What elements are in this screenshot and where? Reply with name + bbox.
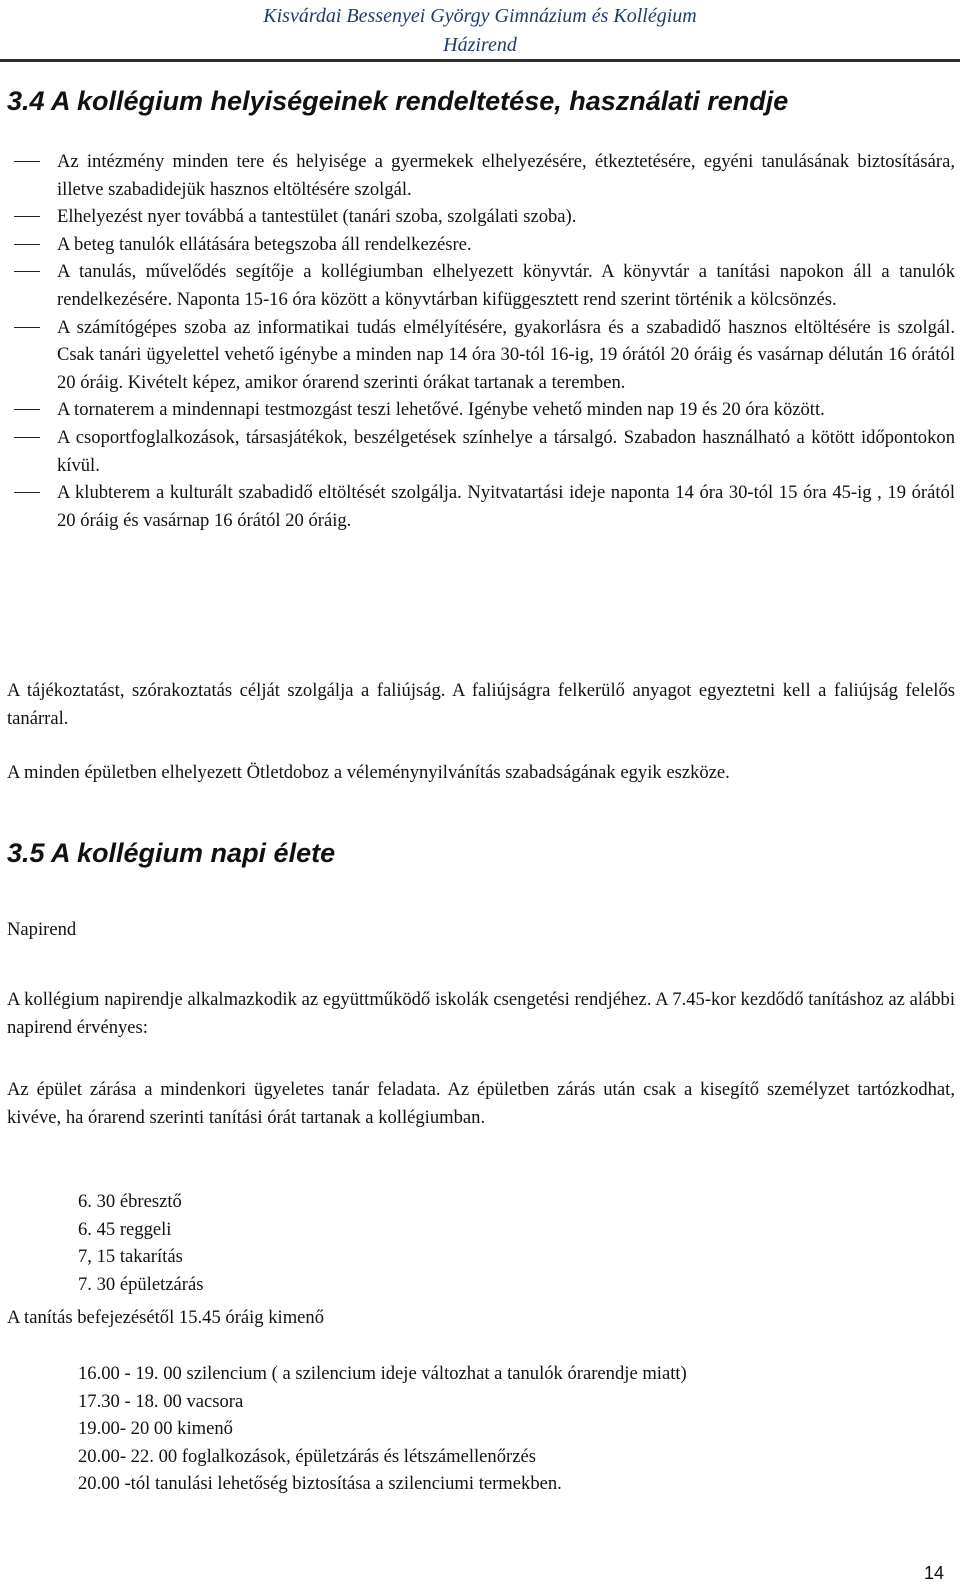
bullet-text: Elhelyezést nyer továbbá a tantestület (tanári szoba, szolgálati szoba). xyxy=(57,206,577,228)
section-3-5-heading: 3.5 A kollégium napi élete xyxy=(7,838,336,868)
section-3-4-heading: 3.4 A kollégium helyiségeinek rendeltetése, használati rendje xyxy=(7,86,789,116)
dash-bullet-icon xyxy=(14,161,40,162)
bullet-item xyxy=(7,396,955,424)
faliujsag-paragraph: A tájékoztatást, szórakoztatás célját szolgálja a faliújság. A faliújságra felkerülő anyagot egyeztetni kell a faliújság felelős tanárral. xyxy=(7,680,955,729)
schedule-item: 20.00 -tól tanulási lehetőség biztosítása a szilenciumi termekben. xyxy=(78,1473,562,1495)
section-3-4-bullet-list xyxy=(7,148,955,534)
dash-bullet-icon xyxy=(14,437,40,438)
page-header xyxy=(0,0,960,62)
schedule-item: 6. 45 reggeli xyxy=(78,1218,172,1240)
schedule-item: 19.00- 20 00 kimenő xyxy=(78,1418,233,1440)
napirend-intro-paragraph: A kollégium napirendje alkalmazkodik az együttműködő iskolák csengetési rendjéhez. A 7.45-kor kezdődő tanításhoz az alábbi napirend érvényes: xyxy=(7,989,955,1038)
bullet-text: A klubterem a kulturált szabadidő eltöltését szolgálja. Nyitvatartási ideje naponta 14 óra 30-tól 15 óra 45-ig , 19 órától 20 óráig és vasárnap 16 órától 20 óráig. xyxy=(57,482,955,531)
dash-bullet-icon xyxy=(14,271,40,272)
bullet-text: A tornaterem a mindennapi testmozgást teszi lehetővé. Igénybe vehető minden nap 19 és 20 óra között. xyxy=(57,399,825,421)
bullet-text: A beteg tanulók ellátására betegszoba áll rendelkezésre. xyxy=(57,233,472,255)
schedule-item: 17.30 - 18. 00 vacsora xyxy=(78,1390,244,1412)
bullet-text: A csoportfoglalkozások, társasjátékok, beszélgetések színhelye a társalgó. Szabadon használható a kötött időpontokon kívül. xyxy=(57,426,955,476)
bullet-item xyxy=(7,424,955,479)
kimeno-line: A tanítás befejezésétől 15.45 óráig kimenő xyxy=(7,1307,325,1328)
schedule-item: 6. 30 ébresztő xyxy=(78,1191,182,1212)
dash-bullet-icon xyxy=(14,216,40,217)
bullet-item xyxy=(7,258,955,313)
dash-bullet-icon xyxy=(14,492,40,493)
bullet-text: A tanulás, művelődés segítője a kollégiumban elhelyezett könyvtár. A könyvtár a tanítási napokon áll a tanulók rendelkezésére. Naponta 15-16 óra között a könyvtárban kifüggesztett rend szerint történik a kölcsönzés. xyxy=(57,261,955,310)
header-document-name: Házirend xyxy=(443,34,517,56)
bullet-item xyxy=(7,148,955,203)
afternoon-schedule-list xyxy=(78,1360,687,1498)
dash-bullet-icon xyxy=(14,409,40,410)
dash-bullet-icon xyxy=(14,244,40,245)
bullet-item xyxy=(7,231,955,259)
header-school-name: Kisvárdai Bessenyei György Gimnázium és Kollégium xyxy=(263,5,697,27)
bullet-item xyxy=(7,314,955,397)
morning-schedule-list xyxy=(78,1188,203,1298)
napirend-label: Napirend xyxy=(7,919,77,940)
zaras-paragraph: Az épület zárása a mindenkori ügyeletes tanár feladata. Az épületben zárás után csak a kisegítő személyzet tartózkodhat, kivéve, ha órarend szerinti tanítási órát tartanak a kollégiumban. xyxy=(7,1079,955,1128)
schedule-item: 20.00- 22. 00 foglalkozások, épületzárás és létszámellenőrzés xyxy=(78,1445,536,1467)
bullet-text: A számítógépes szoba az informatikai tudás elmélyítésére, gyakorlásra és a szabadidő hasznos eltöltésére is szolgál. Csak tanári ügyelettel vehető igénybe a minden nap 14 óra 30-tól 16-ig, 19 órától 20 óráig és vasárnap délután 16 órától 20 óráig. Kivételt képez, amikor órarend szerinti órákat tartanak a teremben. xyxy=(57,316,955,393)
bullet-item xyxy=(7,479,955,534)
schedule-item: 16.00 - 19. 00 szilencium ( a szilencium ideje változhat a tanulók órarendje miatt) xyxy=(78,1363,687,1384)
schedule-item: 7, 15 takarítás xyxy=(78,1246,183,1268)
dash-bullet-icon xyxy=(14,327,40,328)
schedule-item: 7. 30 épületzárás xyxy=(78,1273,204,1295)
bullet-text: Az intézmény minden tere és helyisége a gyermekek elhelyezésére, étkeztetésére, egyéni tanulásának biztosítására, illetve szabadidejük hasznos eltöltésére szolgál. xyxy=(57,151,955,200)
bullet-item xyxy=(7,203,955,231)
otletdoboz-paragraph: A minden épületben elhelyezett Ötletdoboz a véleménynyilvánítás szabadságának egyik eszköze. xyxy=(7,762,730,783)
page-number: 14 xyxy=(923,1563,944,1583)
